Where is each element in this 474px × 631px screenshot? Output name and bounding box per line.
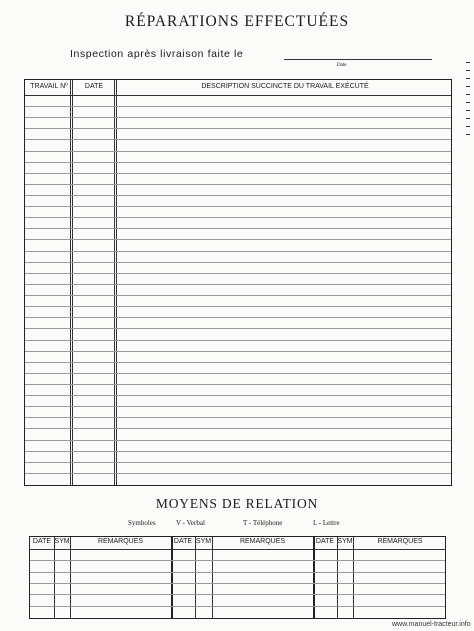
table-row-line — [25, 184, 451, 185]
header-date: DATE — [315, 538, 335, 545]
header-remarques: REMARQUES — [377, 538, 423, 545]
inspection-label: Inspection après livraison faite le — [70, 48, 244, 60]
table-row-line — [25, 239, 451, 240]
header-date: DATE — [173, 538, 193, 545]
table-row-line — [25, 451, 451, 452]
table-row-line — [25, 340, 451, 341]
header-date: DATE — [84, 83, 104, 90]
table-row-line — [25, 106, 451, 107]
table-row-line — [25, 217, 451, 218]
relations-table-header — [30, 537, 445, 550]
header-description: DESCRIPTION SUCCINCTE DU TRAVAIL EXÉCUTÉ — [201, 83, 369, 90]
table-row-line — [30, 560, 445, 561]
symbol-verbal: V - Verbal — [176, 519, 205, 527]
repairs-table-header — [25, 80, 451, 96]
repairs-table — [24, 79, 452, 486]
margin-ticks — [466, 62, 471, 142]
header-date: DATE — [32, 538, 52, 545]
column-divider — [70, 80, 73, 485]
table-row-line — [25, 384, 451, 385]
header-sym: SYM — [54, 538, 70, 545]
table-row-line — [25, 284, 451, 285]
table-row-line — [25, 473, 451, 474]
table-row-line — [25, 428, 451, 429]
table-row-line — [25, 139, 451, 140]
table-row-line — [25, 273, 451, 274]
table-row-line — [30, 583, 445, 584]
page-title: RÉPARATIONS EFFECTUÉES — [124, 13, 350, 30]
table-row-line — [25, 362, 451, 363]
table-row-line — [25, 195, 451, 196]
header-remarques: REMARQUES — [97, 538, 144, 545]
inspection-date-line — [284, 59, 432, 60]
table-row-line — [25, 262, 451, 263]
moyens-title: MOYENS DE RELATION — [155, 496, 319, 511]
header-travail: TRAVAIL Nº — [30, 83, 68, 90]
header-remarques: REMARQUES — [239, 538, 286, 545]
symbol-lettre: L - Lettre — [313, 519, 340, 527]
table-row-line — [25, 162, 451, 163]
table-row-line — [25, 206, 451, 207]
table-row-line — [25, 173, 451, 174]
table-row-line — [25, 440, 451, 441]
table-row-line — [25, 151, 451, 152]
table-row-line — [25, 306, 451, 307]
table-row-line — [25, 228, 451, 229]
table-row-line — [25, 328, 451, 329]
table-row-line — [25, 317, 451, 318]
column-divider — [114, 80, 117, 485]
table-row-line — [25, 417, 451, 418]
table-row-line — [25, 395, 451, 396]
header-sym: SYM — [337, 538, 353, 545]
header-sym: SYM — [195, 538, 212, 545]
table-row-line — [30, 594, 445, 595]
table-row-line — [30, 572, 445, 573]
date-caption: Date — [337, 63, 347, 68]
table-row-line — [30, 606, 445, 607]
table-row-line — [25, 117, 451, 118]
table-row-line — [25, 251, 451, 252]
symbols-label: Symboles — [128, 519, 156, 527]
table-row-line — [25, 295, 451, 296]
table-row-line — [25, 462, 451, 463]
table-row-line — [25, 373, 451, 374]
table-row-line — [25, 406, 451, 407]
relations-table — [29, 536, 446, 619]
table-row-line — [25, 128, 451, 129]
symbol-telephone: T - Téléphone — [243, 519, 283, 527]
table-row-line — [25, 351, 451, 352]
watermark: www.manuel-tracteur.info — [392, 621, 471, 628]
